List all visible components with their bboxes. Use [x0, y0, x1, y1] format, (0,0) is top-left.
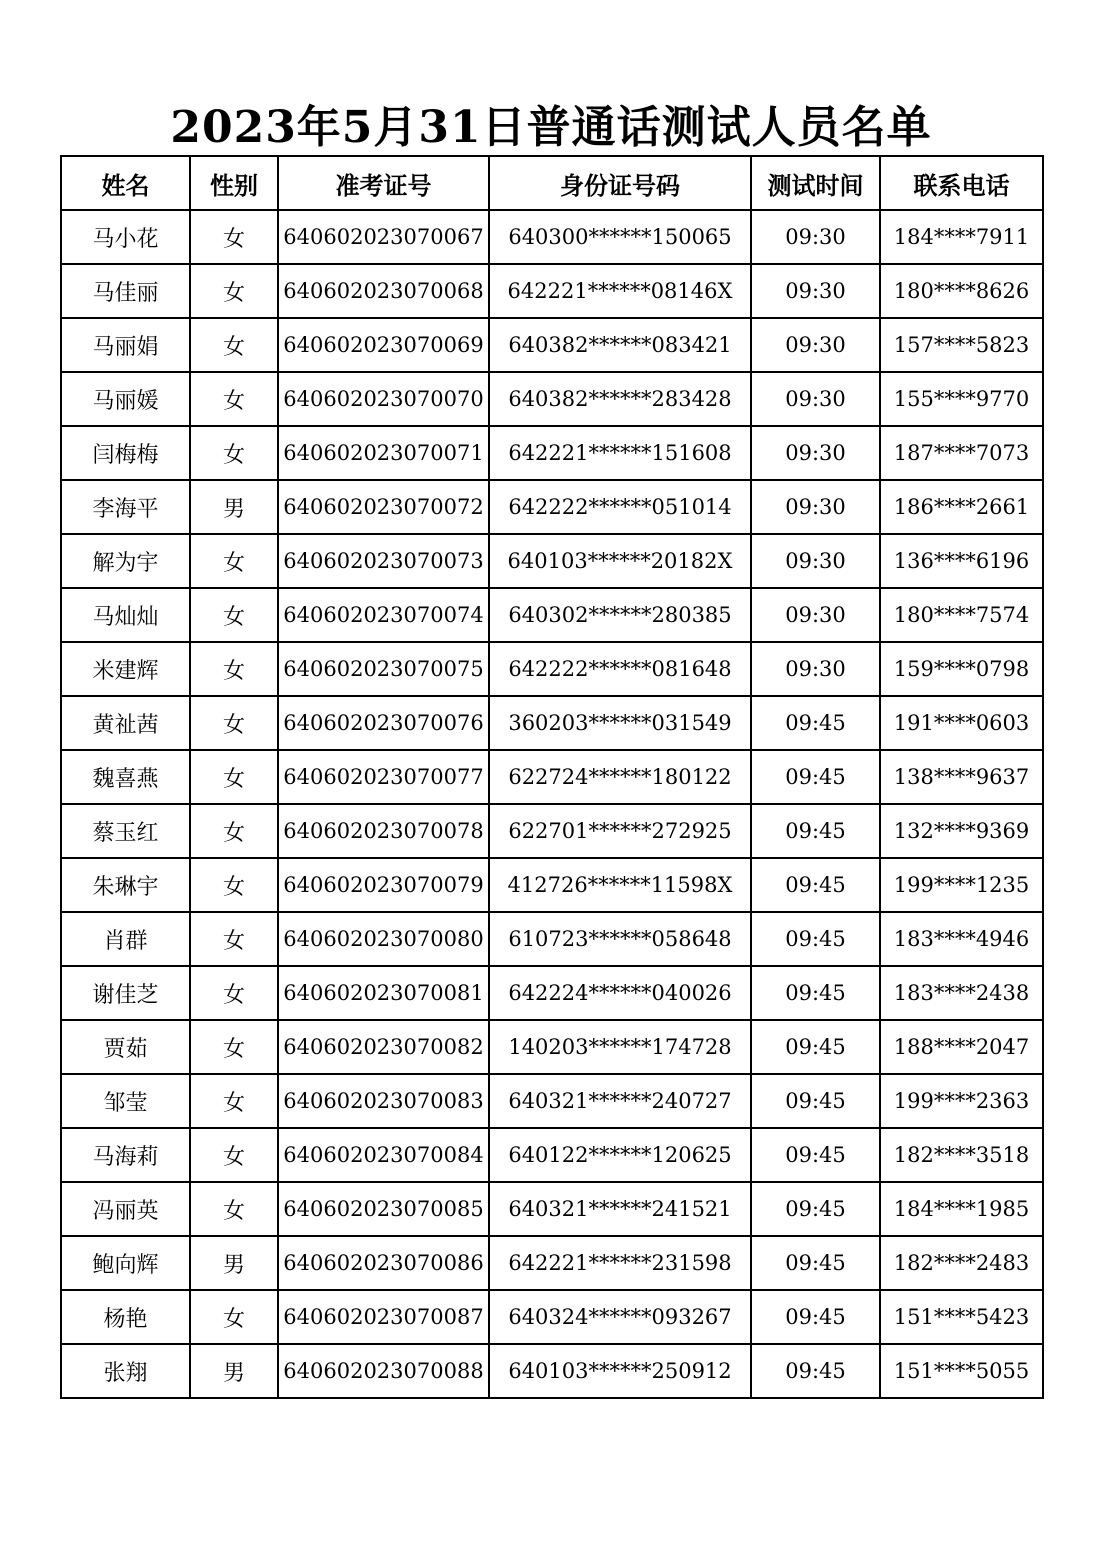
id-number-cell: 140203******174728: [489, 1020, 751, 1074]
exam-number-cell: 640602023070080: [278, 912, 489, 966]
gender-cell: 女: [190, 264, 278, 318]
exam-number-cell: 640602023070084: [278, 1128, 489, 1182]
table-row: [61, 534, 1043, 588]
test-time-cell: 09:45: [751, 858, 880, 912]
phone-cell: 180****7574: [880, 588, 1043, 642]
table-row: [61, 264, 1043, 318]
test-time-cell: 09:30: [751, 264, 880, 318]
exam-number-cell: 640602023070082: [278, 1020, 489, 1074]
exam-number-cell: 640602023070068: [278, 264, 489, 318]
table-row: [61, 804, 1043, 858]
name-cell: 李海平: [61, 480, 190, 534]
phone-cell: 182****3518: [880, 1128, 1043, 1182]
table-row: [61, 480, 1043, 534]
table-row: [61, 372, 1043, 426]
id-number-cell: 640321******241521: [489, 1182, 751, 1236]
gender-cell: 男: [190, 1344, 278, 1398]
gender-cell: 女: [190, 966, 278, 1020]
name-cell: 朱琳宇: [61, 858, 190, 912]
name-cell: 米建辉: [61, 642, 190, 696]
name-cell: 马灿灿: [61, 588, 190, 642]
gender-cell: 女: [190, 1290, 278, 1344]
gender-cell: 女: [190, 642, 278, 696]
table-row: [61, 912, 1043, 966]
exam-number-cell: 640602023070083: [278, 1074, 489, 1128]
gender-cell: 女: [190, 426, 278, 480]
exam-number-cell: 640602023070067: [278, 210, 489, 264]
phone-cell: 151****5423: [880, 1290, 1043, 1344]
table-row: [61, 642, 1043, 696]
phone-cell: 183****4946: [880, 912, 1043, 966]
test-time-cell: 09:45: [751, 804, 880, 858]
id-number-cell: 642221******231598: [489, 1236, 751, 1290]
phone-cell: 199****2363: [880, 1074, 1043, 1128]
name-cell: 马佳丽: [61, 264, 190, 318]
name-cell: 冯丽英: [61, 1182, 190, 1236]
gender-cell: 女: [190, 588, 278, 642]
id-number-cell: 640300******150065: [489, 210, 751, 264]
table-row: [61, 966, 1043, 1020]
id-number-cell: 640103******20182X: [489, 534, 751, 588]
exam-number-cell: 640602023070069: [278, 318, 489, 372]
exam-number-cell: 640602023070076: [278, 696, 489, 750]
phone-cell: 136****6196: [880, 534, 1043, 588]
test-time-cell: 09:45: [751, 750, 880, 804]
phone-cell: 138****9637: [880, 750, 1043, 804]
table-row: [61, 1236, 1043, 1290]
gender-cell: 女: [190, 318, 278, 372]
roster-table: [60, 155, 1044, 1399]
page-title: 2023年5月31日普通话测试人员名单: [170, 102, 932, 153]
id-number-cell: 642224******040026: [489, 966, 751, 1020]
exam-number-cell: 640602023070081: [278, 966, 489, 1020]
name-cell: 杨艳: [61, 1290, 190, 1344]
phone-cell: 157****5823: [880, 318, 1043, 372]
table-row: [61, 696, 1043, 750]
table-row: [61, 1020, 1043, 1074]
test-time-cell: 09:30: [751, 642, 880, 696]
id-number-cell: 642221******151608: [489, 426, 751, 480]
id-number-cell: 622701******272925: [489, 804, 751, 858]
test-time-cell: 09:45: [751, 912, 880, 966]
name-cell: 解为宇: [61, 534, 190, 588]
gender-cell: 女: [190, 210, 278, 264]
exam-number-cell: 640602023070088: [278, 1344, 489, 1398]
id-number-cell: 640321******240727: [489, 1074, 751, 1128]
phone-cell: 191****0603: [880, 696, 1043, 750]
gender-cell: 男: [190, 480, 278, 534]
test-time-cell: 09:30: [751, 480, 880, 534]
test-time-cell: 09:45: [751, 1182, 880, 1236]
test-time-cell: 09:30: [751, 588, 880, 642]
gender-cell: 女: [190, 1182, 278, 1236]
exam-number-cell: 640602023070085: [278, 1182, 489, 1236]
gender-cell: 女: [190, 1074, 278, 1128]
header-gender: 性别: [190, 156, 278, 210]
table-row: [61, 588, 1043, 642]
gender-cell: 女: [190, 1020, 278, 1074]
phone-cell: 151****5055: [880, 1344, 1043, 1398]
name-cell: 贾茹: [61, 1020, 190, 1074]
roster-body: [61, 210, 1043, 1398]
name-cell: 马丽媛: [61, 372, 190, 426]
gender-cell: 女: [190, 372, 278, 426]
test-time-cell: 09:30: [751, 210, 880, 264]
table-row: [61, 1182, 1043, 1236]
table-row: [61, 426, 1043, 480]
test-time-cell: 09:45: [751, 1074, 880, 1128]
exam-number-cell: 640602023070072: [278, 480, 489, 534]
exam-number-cell: 640602023070075: [278, 642, 489, 696]
exam-number-cell: 640602023070086: [278, 1236, 489, 1290]
phone-cell: 188****2047: [880, 1020, 1043, 1074]
exam-number-cell: 640602023070077: [278, 750, 489, 804]
test-time-cell: 09:45: [751, 696, 880, 750]
id-number-cell: 640382******083421: [489, 318, 751, 372]
phone-cell: 155****9770: [880, 372, 1043, 426]
name-cell: 马小花: [61, 210, 190, 264]
gender-cell: 女: [190, 804, 278, 858]
test-time-cell: 09:45: [751, 1290, 880, 1344]
table-row: [61, 318, 1043, 372]
table-row: [61, 1074, 1043, 1128]
exam-number-cell: 640602023070078: [278, 804, 489, 858]
phone-cell: 183****2438: [880, 966, 1043, 1020]
id-number-cell: 610723******058648: [489, 912, 751, 966]
id-number-cell: 640324******093267: [489, 1290, 751, 1344]
header-name: 姓名: [61, 156, 190, 210]
gender-cell: 女: [190, 750, 278, 804]
exam-number-cell: 640602023070079: [278, 858, 489, 912]
name-cell: 魏喜燕: [61, 750, 190, 804]
id-number-cell: 622724******180122: [489, 750, 751, 804]
header-exam-number: 准考证号: [278, 156, 489, 210]
gender-cell: 女: [190, 534, 278, 588]
phone-cell: 132****9369: [880, 804, 1043, 858]
header-row: [61, 156, 1043, 210]
name-cell: 黄祉茜: [61, 696, 190, 750]
exam-number-cell: 640602023070071: [278, 426, 489, 480]
phone-cell: 184****1985: [880, 1182, 1043, 1236]
name-cell: 蔡玉红: [61, 804, 190, 858]
name-cell: 邹莹: [61, 1074, 190, 1128]
id-number-cell: 642222******051014: [489, 480, 751, 534]
header-phone: 联系电话: [880, 156, 1043, 210]
header-id-number: 身份证号码: [489, 156, 751, 210]
phone-cell: 184****7911: [880, 210, 1043, 264]
gender-cell: 女: [190, 912, 278, 966]
id-number-cell: 640302******280385: [489, 588, 751, 642]
test-time-cell: 09:30: [751, 318, 880, 372]
test-time-cell: 09:45: [751, 1020, 880, 1074]
phone-cell: 180****8626: [880, 264, 1043, 318]
id-number-cell: 640382******283428: [489, 372, 751, 426]
test-time-cell: 09:30: [751, 372, 880, 426]
test-time-cell: 09:45: [751, 1128, 880, 1182]
table-row: [61, 210, 1043, 264]
id-number-cell: 360203******031549: [489, 696, 751, 750]
name-cell: 马海莉: [61, 1128, 190, 1182]
id-number-cell: 640103******250912: [489, 1344, 751, 1398]
gender-cell: 女: [190, 696, 278, 750]
name-cell: 张翔: [61, 1344, 190, 1398]
name-cell: 鲍向辉: [61, 1236, 190, 1290]
name-cell: 谢佳芝: [61, 966, 190, 1020]
exam-number-cell: 640602023070074: [278, 588, 489, 642]
gender-cell: 男: [190, 1236, 278, 1290]
table-row: [61, 750, 1043, 804]
table-row: [61, 858, 1043, 912]
test-time-cell: 09:45: [751, 1236, 880, 1290]
name-cell: 肖群: [61, 912, 190, 966]
id-number-cell: 642222******081648: [489, 642, 751, 696]
table-row: [61, 1128, 1043, 1182]
table-row: [61, 1344, 1043, 1398]
test-time-cell: 09:30: [751, 534, 880, 588]
test-time-cell: 09:30: [751, 426, 880, 480]
phone-cell: 182****2483: [880, 1236, 1043, 1290]
exam-number-cell: 640602023070087: [278, 1290, 489, 1344]
test-time-cell: 09:45: [751, 1344, 880, 1398]
id-number-cell: 640122******120625: [489, 1128, 751, 1182]
test-time-cell: 09:45: [751, 966, 880, 1020]
name-cell: 马丽娟: [61, 318, 190, 372]
gender-cell: 女: [190, 858, 278, 912]
name-cell: 闫梅梅: [61, 426, 190, 480]
phone-cell: 159****0798: [880, 642, 1043, 696]
phone-cell: 187****7073: [880, 426, 1043, 480]
table-row: [61, 1290, 1043, 1344]
exam-number-cell: 640602023070073: [278, 534, 489, 588]
id-number-cell: 642221******08146X: [489, 264, 751, 318]
id-number-cell: 412726******11598X: [489, 858, 751, 912]
phone-cell: 199****1235: [880, 858, 1043, 912]
header-test-time: 测试时间: [751, 156, 880, 210]
exam-number-cell: 640602023070070: [278, 372, 489, 426]
phone-cell: 186****2661: [880, 480, 1043, 534]
gender-cell: 女: [190, 1128, 278, 1182]
